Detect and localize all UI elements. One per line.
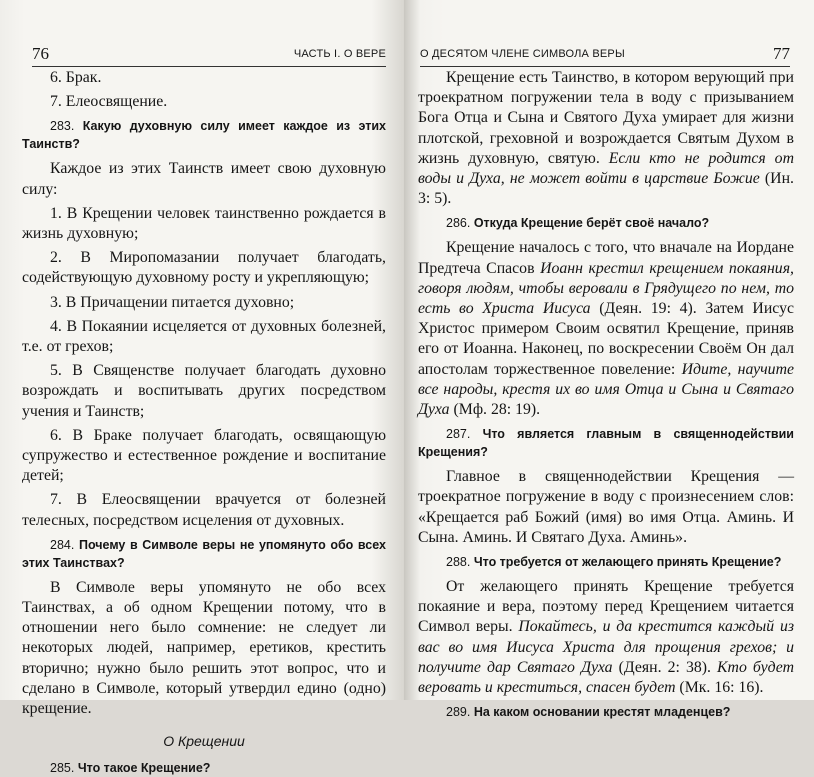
question-text: Откуда Крещение берёт своё начало? [473,216,710,231]
list-item: 5. В Священстве получает благодать духовно возрождать и воспитывать других посредством учения и Таинств; [22,362,386,420]
paragraph [418,68,794,209]
text-run: Главное в священнодействии Крещения — троекратное погружение в воду с произнесением слов: «Крещается раб Божий (имя) во имя Отца. Аминь. И Сына. Аминь. И Святаго Духа. Аминь». [418,468,794,546]
question-text: Какую духовную силу имеет каждое из этих Таинств? [22,119,386,152]
right-page-body [418,68,794,721]
left-page-header [22,0,386,68]
question-number: 286. [446,216,471,231]
page-number: 77 [773,44,790,63]
paragraph [418,238,794,420]
list-item: 6. В Браке получает благодать, освящающую супружество и естественное рождение и воспитание детей; [22,426,386,485]
section-heading: О Крещении [163,733,245,750]
scripture-quote: Покайтесь, и да крестится каждый из вас во имя Иисуса Христа для прощения грехов; и получите дар Святаго Духа [418,618,795,676]
question-number: 287. [446,427,471,442]
question-number: 284. [50,537,75,552]
paragraph [418,467,794,548]
question [22,117,386,153]
text-run: (Мф. 28: 19). [449,401,541,419]
question [418,553,794,571]
question [418,703,794,721]
text-run: (Ин. 3: 5). [418,170,794,208]
paragraph: Каждое из этих Таинств имеет свою духовную силу: [22,160,386,198]
question-text: Что такое Крещение? [77,761,211,776]
running-head: ЧАСТЬ I. О ВЕРЕ [293,48,386,60]
left-page [0,0,404,776]
question-text: Почему в Символе веры не упомянуто обо всех этих Таинствах? [22,537,386,570]
header-rule [32,66,386,67]
question-text: На каком основании крестят младенцев? [473,705,731,720]
question-text: Что требуется от желающего принять Крещение? [473,555,782,570]
text-run: (Деян. 19: 4). Затем Иисус Христос примером Своим освятил Крещение, приняв его от Иоанна. Наконец, по воскресении Своём Он дал апостолам торжественное повеление: [418,300,794,378]
list-item: 3. В Причащении питается духовно; [50,293,295,311]
left-page-body [22,68,386,777]
page-number: 76 [32,44,49,63]
list-item: 7. В Елеосвящении врачуется от болезней телесных, посредством исцеления от духовных. [22,491,386,529]
text-run: (Деян. 2: 38). [612,658,718,676]
scripture-quote: Иоанн крестил крещением покаяния, говоря людям, чтобы веровали в Грядущего по нем, то есть во Христа Иисуса [418,259,794,318]
paragraph: В Символе веры упомянуто не обо всех Таинствах, а об одном Крещении потому, что в отношении него было сомнение: не следует ли некоторых людей, например, еретиков, крестить вторично; нужно было решить этот вопрос, что и сделано в Символе, который утвердил едино (одно) крещение. [22,578,386,718]
text-run: Крещение есть Таинство, в котором верующий при троекратном погружении тела в воду с призыванием Бога Отца и Сына и Святого Духа умирает для жизни плотской, греховной и возрождается Святым Духом в жизнь духовную, святую. [418,69,794,167]
right-page [404,0,814,720]
list-item: 2. В Миропомазании получает благодать, содействующую духовному росту и укрепляющую; [22,249,386,287]
header-rule [420,66,790,67]
question [22,536,386,572]
question-number: 288. [446,555,471,570]
list-item: 7. Елеосвящение. [50,93,168,111]
question [418,425,794,461]
question-number: 285. [50,761,75,776]
paragraph [418,577,794,698]
text-run: От желающего принять Крещение требуется покаяние и вера, поэтому перед Крещением читается Символ веры. [418,578,794,636]
question [22,759,386,777]
question-number: 283. [50,119,75,134]
question-number: 289. [446,705,471,720]
list-item: 1. В Крещении человек таинственно рождается в жизнь духовную; [22,204,386,243]
running-head: О ДЕСЯТОМ ЧЛЕНЕ СИМВОЛА ВЕРЫ [420,48,625,60]
text-run: (Мк. 16: 16). [675,679,764,697]
list-item: 4. В Покаянии исцеляется от духовных болезней, т.е. от грехов; [22,317,386,356]
list-item: 6. Брак. [50,69,102,86]
right-page-header [418,0,794,68]
scripture-quote: Если кто не родится от воды и Духа, не может войти в царствие Божие [418,149,794,188]
question [418,214,794,232]
question-text: Что является главным в священнодействии Крещения? [418,427,794,460]
scripture-quote: Кто будет веровать и креститься, спасен будет [418,658,795,697]
scripture-quote: Идите, научите все народы, крестя их во имя Отца и Сына и Святаго Духа [418,360,794,419]
text-run: Крещение началось с того, что вначале на Иордане Предтеча Спасов [418,239,794,277]
